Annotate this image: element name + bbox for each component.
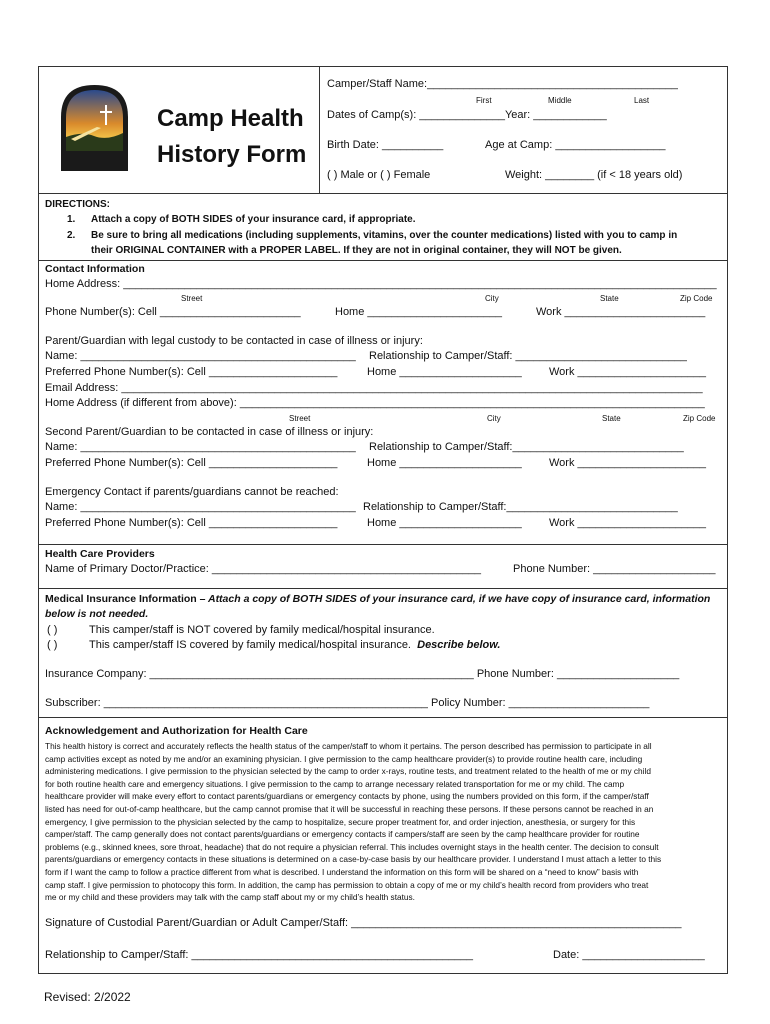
insurance-section bbox=[39, 588, 727, 717]
ack-line: emergency, I give permission to the physician selected by the camp to hospitalize, secure proper treatment for, and order injection, anesthesia, or surgery for this bbox=[45, 816, 636, 827]
emergency-home-field[interactable]: Home ____________________ bbox=[367, 517, 522, 529]
camper-name-label: Camper/Staff Name:_________________________________________ bbox=[327, 78, 678, 90]
ack-line: form if I want the camp to follow a practice different from what is described. I understand the information on this form will be shared on a “need to know” basis with bbox=[45, 866, 639, 877]
second-guardian-work-field[interactable]: Work _____________________ bbox=[549, 457, 706, 469]
insurance-company-field[interactable]: Insurance Company: _____________________________________________________ Phone Number: ____________________ bbox=[45, 668, 680, 680]
home-address-different-field[interactable]: Home Address (if different from above): ____________________________________________________________________________ bbox=[45, 397, 705, 409]
direction-1: Attach a copy of BOTH SIDES of your insurance card, if appropriate. bbox=[91, 214, 416, 225]
ack-line: This health history is correct and accurately reflects the health status of the camper/staff to whom it pertains. The person described has permission to participate in all bbox=[45, 741, 652, 751]
direction-2-line1: Be sure to bring all medications (including supplements, vitamins, over the counter medications) listed with you to camp in bbox=[91, 230, 678, 241]
subscriber-field[interactable]: Subscriber: _____________________________________________________ Policy Number: _______________________ bbox=[45, 697, 650, 709]
name-first-label: First bbox=[476, 96, 492, 105]
work-phone-field[interactable]: Work _______________________ bbox=[536, 306, 706, 318]
second-guardian-relationship-field[interactable]: Relationship to Camper/Staff:____________________________ bbox=[369, 441, 684, 453]
ack-line: camp staff. I give permission to photocopy this form. In addition, the camp has permission to obtain a copy of me or my child’s health record from providers who treat bbox=[45, 879, 649, 890]
state-label-2: State bbox=[602, 414, 621, 423]
date-field[interactable]: Date: ____________________ bbox=[553, 949, 705, 961]
not-covered-label: This camper/staff is NOT covered by family medical/hospital insurance. bbox=[89, 624, 435, 636]
camp-logo bbox=[57, 81, 132, 177]
email-field[interactable]: Email Address: _______________________________________________________________________________________________ bbox=[45, 382, 703, 394]
street-label-2: Street bbox=[289, 414, 311, 423]
covered-label: This camper/staff IS covered by family medical/hospital insurance. Describe below. bbox=[89, 639, 501, 651]
state-label: State bbox=[600, 294, 619, 303]
signature-field[interactable]: Signature of Custodial Parent/Guardian or Adult Camper/Staff: ______________________________________________________ bbox=[45, 917, 682, 929]
emergency-heading: Emergency Contact if parents/guardians cannot be reached: bbox=[45, 486, 339, 498]
second-guardian-heading: Second Parent/Guardian to be contacted in case of illness or injury: bbox=[45, 426, 374, 438]
providers-section bbox=[39, 544, 727, 588]
health-form bbox=[38, 66, 728, 974]
street-label: Street bbox=[181, 294, 203, 303]
zip-label-2: Zip Code bbox=[683, 414, 716, 423]
second-guardian-home-field[interactable]: Home ____________________ bbox=[367, 457, 522, 469]
gender-field[interactable]: ( ) Male or ( ) Female bbox=[327, 169, 431, 181]
ack-line: listed has need for out-of-camp healthcare, but the camp cannot promise that it will be successful in reaching these persons. If these persons cannot be reached in an bbox=[45, 803, 654, 814]
guardian-work-field[interactable]: Work _____________________ bbox=[549, 366, 706, 378]
birth-date-field[interactable]: Birth Date: __________ bbox=[327, 139, 444, 151]
insurance-heading: Medical Insurance Information – Attach a copy of BOTH SIDES of your insurance card, if we have copy of insurance card, information bbox=[45, 593, 711, 605]
covered-checkbox[interactable]: ( ) bbox=[47, 639, 58, 651]
dates-of-camp-field[interactable]: Dates of Camp(s): ______________Year: ____________ bbox=[327, 109, 607, 121]
name-last-label: Last bbox=[634, 96, 650, 105]
primary-doctor-field[interactable]: Name of Primary Doctor/Practice: ____________________________________________ bbox=[45, 563, 482, 575]
emergency-work-field[interactable]: Work _____________________ bbox=[549, 517, 706, 529]
ack-line: camp activities except as noted by me and/or an examining physician. I give permission to the camp healthcare provider(s) to provide routine health care, including bbox=[45, 753, 643, 764]
ack-line: parents/guardians or emergency contacts in these situations is determined on a case-by-case basis by our healthcare provider. I understand I must attach a letter to this bbox=[45, 854, 662, 865]
ack-line: me or my child and these providers may talk with the camp staff about my or my child’s health status. bbox=[45, 892, 415, 903]
city-label: City bbox=[485, 294, 499, 303]
city-label-2: City bbox=[487, 414, 501, 423]
emergency-relationship-field[interactable]: Relationship to Camper/Staff:____________________________ bbox=[363, 501, 678, 513]
direction-1-number: 1. bbox=[67, 214, 76, 225]
second-guardian-name-field[interactable]: Name: _____________________________________________ bbox=[45, 441, 356, 453]
directions-section bbox=[39, 193, 727, 260]
direction-2-line2: their ORIGINAL CONTAINER with a PROPER LABEL. If they are not in original container, they will NOT be given. bbox=[91, 245, 622, 256]
providers-heading: Health Care Providers bbox=[45, 548, 155, 560]
emergency-cell-field[interactable]: Preferred Phone Number(s): Cell _____________________ bbox=[45, 517, 338, 529]
home-address-field[interactable]: Home Address: _________________________________________________________________________________________________ bbox=[45, 278, 717, 290]
guardian-relationship-field[interactable]: Relationship to Camper/Staff: ____________________________ bbox=[369, 350, 687, 362]
doctor-phone-field[interactable]: Phone Number: ____________________ bbox=[513, 563, 716, 575]
insurance-heading-line2: below is not needed. bbox=[45, 608, 149, 620]
age-at-camp-field[interactable]: Age at Camp: __________________ bbox=[485, 139, 666, 151]
direction-2-number: 2. bbox=[67, 230, 76, 241]
guardian-home-field[interactable]: Home ____________________ bbox=[367, 366, 522, 378]
emergency-name-field[interactable]: Name: _____________________________________________ bbox=[45, 501, 356, 513]
guardian-cell-field[interactable]: Preferred Phone Number(s): Cell _____________________ bbox=[45, 366, 338, 378]
guardian-name-field[interactable]: Name: _____________________________________________ bbox=[45, 350, 356, 362]
form-title-line2: History Form bbox=[157, 141, 307, 168]
contact-heading: Contact Information bbox=[45, 263, 145, 275]
form-title-line1: Camp Health bbox=[157, 105, 304, 132]
ack-line: problems (e.g., skinned knees, sore throat, headache) that do not require a physician referral. This includes overnight stays in the health center. The decision to consult bbox=[45, 841, 659, 852]
name-middle-label: Middle bbox=[548, 96, 572, 105]
directions-heading: DIRECTIONS: bbox=[45, 199, 110, 210]
ack-line: healthcare provider will make every effort to contact parents/guardians or emergency contacts by phone, using the numbers provided on this form, if the camper/staff bbox=[45, 791, 649, 802]
acknowledgement-text bbox=[45, 740, 725, 904]
acknowledgement-heading: Acknowledgement and Authorization for Health Care bbox=[45, 725, 308, 737]
not-covered-checkbox[interactable]: ( ) bbox=[47, 624, 58, 636]
zip-label: Zip Code bbox=[680, 294, 713, 303]
cell-phone-field[interactable]: Phone Number(s): Cell _______________________ bbox=[45, 306, 301, 318]
home-phone-field[interactable]: Home ______________________ bbox=[335, 306, 502, 318]
header-divider bbox=[319, 67, 320, 193]
relationship-signature-field[interactable]: Relationship to Camper/Staff: ______________________________________________ bbox=[45, 949, 473, 961]
revised-date: Revised: 2/2022 bbox=[44, 990, 131, 1004]
weight-field[interactable]: Weight: ________ (if < 18 years old) bbox=[505, 169, 683, 181]
ack-line: for both routine health care and emergency situations. I give permission to the camp to arrange necessary related transportation for me or my child. The camp bbox=[45, 778, 625, 789]
ack-line: camper/staff. The camp generally does not contact parents/guardians or emergency contacts if campers/staff are seen by the camp healthcare provider for routine bbox=[45, 829, 640, 840]
acknowledgement-section bbox=[39, 717, 727, 975]
contact-section bbox=[39, 260, 727, 544]
ack-line: administering medications. I give permission to the physician selected by the camp to order x-rays, routine tests, and treatment related to the health of me or my child bbox=[45, 766, 651, 777]
guardian-heading: Parent/Guardian with legal custody to be contacted in case of illness or injury: bbox=[45, 335, 423, 347]
second-guardian-cell-field[interactable]: Preferred Phone Number(s): Cell _____________________ bbox=[45, 457, 338, 469]
